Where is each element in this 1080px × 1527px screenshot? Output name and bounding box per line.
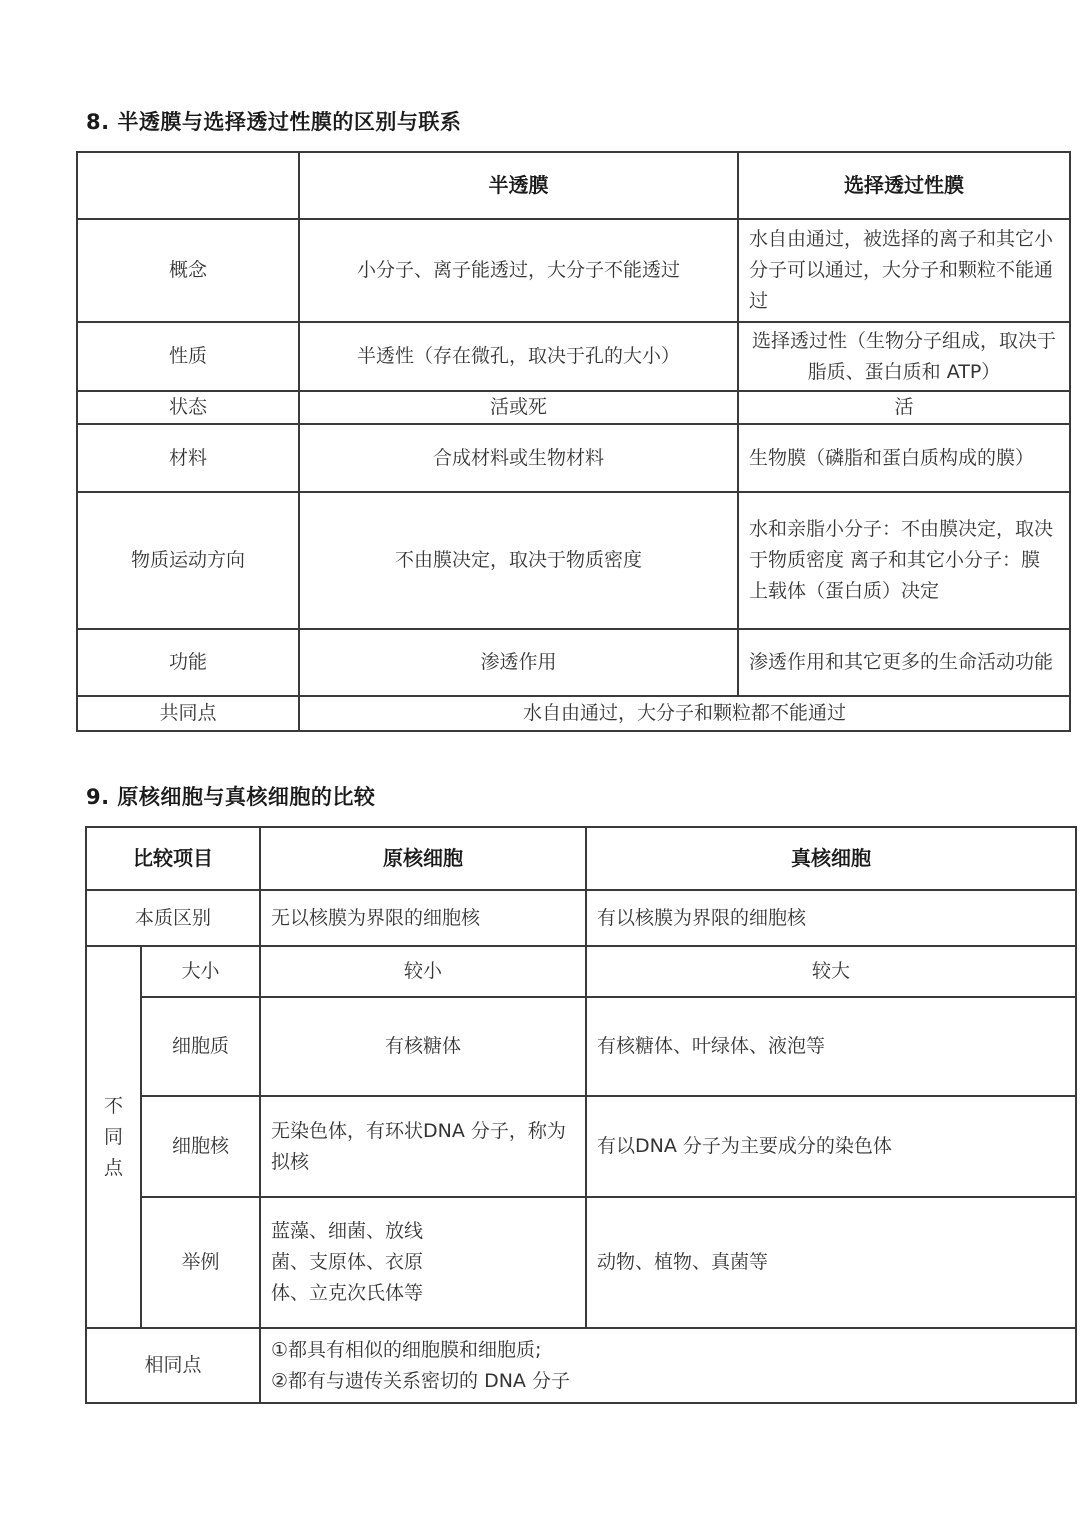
membrane-comparison-table: [76, 151, 1071, 732]
same-line: ①都具有相似的细胞膜和细胞质;: [271, 1338, 542, 1361]
cell-prokaryote: 较小: [260, 946, 586, 997]
header-blank-cell: [77, 152, 299, 219]
cell-semipermeable: 渗透作用: [299, 629, 738, 696]
cell-eukaryote: 有以DNA 分子为主要成分的染色体: [586, 1096, 1076, 1197]
differences-char: 点: [103, 1156, 123, 1179]
row-label-cytoplasm: 细胞质: [141, 997, 260, 1096]
cell-semipermeable: 小分子、离子能透过，大分子不能透过: [299, 219, 738, 322]
table-row: [77, 391, 1070, 424]
table-row: [77, 322, 1070, 391]
table-row: [77, 696, 1070, 731]
table-row: [86, 890, 1076, 946]
header-eukaryote: 真核细胞: [586, 827, 1076, 890]
cell-selective: 水自由通过，被选择的离子和其它小分子可以通过，大分子和颗粒不能通过: [738, 219, 1070, 322]
cell-eukaryote: 有核糖体、叶绿体、液泡等: [586, 997, 1076, 1096]
row-label-same: 相同点: [86, 1328, 260, 1403]
header-prokaryote: 原核细胞: [260, 827, 586, 890]
row-label-concept: 概念: [77, 219, 299, 322]
row-label-function: 功能: [77, 629, 299, 696]
table-row: [86, 1197, 1076, 1328]
table-header-row: [77, 152, 1070, 219]
cell-eukaryote: 有以核膜为界限的细胞核: [586, 890, 1076, 946]
section-8-title: 8. 半透膜与选择透过性膜的区别与联系: [86, 110, 462, 134]
cell-prokaryote: 有核糖体: [260, 997, 586, 1096]
cell-same: [260, 1328, 1076, 1403]
cell-selective: 选择透过性（生物分子组成，取决于脂质、蛋白质和 ATP）: [738, 322, 1070, 391]
cell-semipermeable: 不由膜决定，取决于物质密度: [299, 492, 738, 629]
row-label-direction: 物质运动方向: [77, 492, 299, 629]
table-row: [86, 997, 1076, 1096]
row-label-nucleus: 细胞核: [141, 1096, 260, 1197]
table-row: [86, 1328, 1076, 1403]
table-row: [86, 946, 1076, 997]
table-row: [77, 219, 1070, 322]
example-line: 蓝藻、细菌、放线: [271, 1220, 424, 1242]
table-header-row: [86, 827, 1076, 890]
cell-semipermeable: 半透性（存在微孔，取决于孔的大小）: [299, 322, 738, 391]
header-semipermeable: 半透膜: [299, 152, 738, 219]
table-row: [77, 629, 1070, 696]
header-selective: 选择透过性膜: [738, 152, 1070, 219]
cell-eukaryote: 较大: [586, 946, 1076, 997]
differences-char: 不: [103, 1094, 123, 1117]
same-line: ②都有与遗传关系密切的 DNA 分子: [271, 1369, 570, 1392]
table-row: [77, 424, 1070, 492]
row-label-common: 共同点: [77, 696, 299, 731]
example-line: 菌、支原体、衣原: [271, 1251, 424, 1273]
table-row: [86, 1096, 1076, 1197]
table-row: [77, 492, 1070, 629]
row-label-essence: 本质区别: [86, 890, 260, 946]
row-label-state: 状态: [77, 391, 299, 424]
cell-prokaryote: 无以核膜为界限的细胞核: [260, 890, 586, 946]
cell-selective: 渗透作用和其它更多的生命活动功能: [738, 629, 1070, 696]
cell-selective: 水和亲脂小分子：不由膜决定，取决于物质密度 离子和其它小分子：膜上载体（蛋白质）决定: [738, 492, 1070, 629]
cell-common: 水自由通过，大分子和颗粒都不能通过: [299, 696, 1070, 731]
cell-prokaryote: [260, 1197, 586, 1328]
cell-selective: 生物膜（磷脂和蛋白质构成的膜）: [738, 424, 1070, 492]
header-comparison-item: 比较项目: [86, 827, 260, 890]
cell-prokaryote: 无染色体，有环状DNA 分子，称为拟核: [260, 1096, 586, 1197]
cell-semipermeable: 合成材料或生物材料: [299, 424, 738, 492]
example-line: 体、立克次氏体等: [271, 1282, 424, 1304]
cell-eukaryote: 动物、植物、真菌等: [586, 1197, 1076, 1328]
row-label-property: 性质: [77, 322, 299, 391]
cell-selective: 活: [738, 391, 1070, 424]
row-label-examples: 举例: [141, 1197, 260, 1328]
differences-label: [86, 946, 141, 1328]
row-label-size: 大小: [141, 946, 260, 997]
section-9-title: 9. 原核细胞与真核细胞的比较: [86, 785, 376, 809]
cell-comparison-table: [85, 826, 1077, 1404]
cell-semipermeable: 活或死: [299, 391, 738, 424]
row-label-material: 材料: [77, 424, 299, 492]
differences-char: 同: [103, 1125, 123, 1148]
